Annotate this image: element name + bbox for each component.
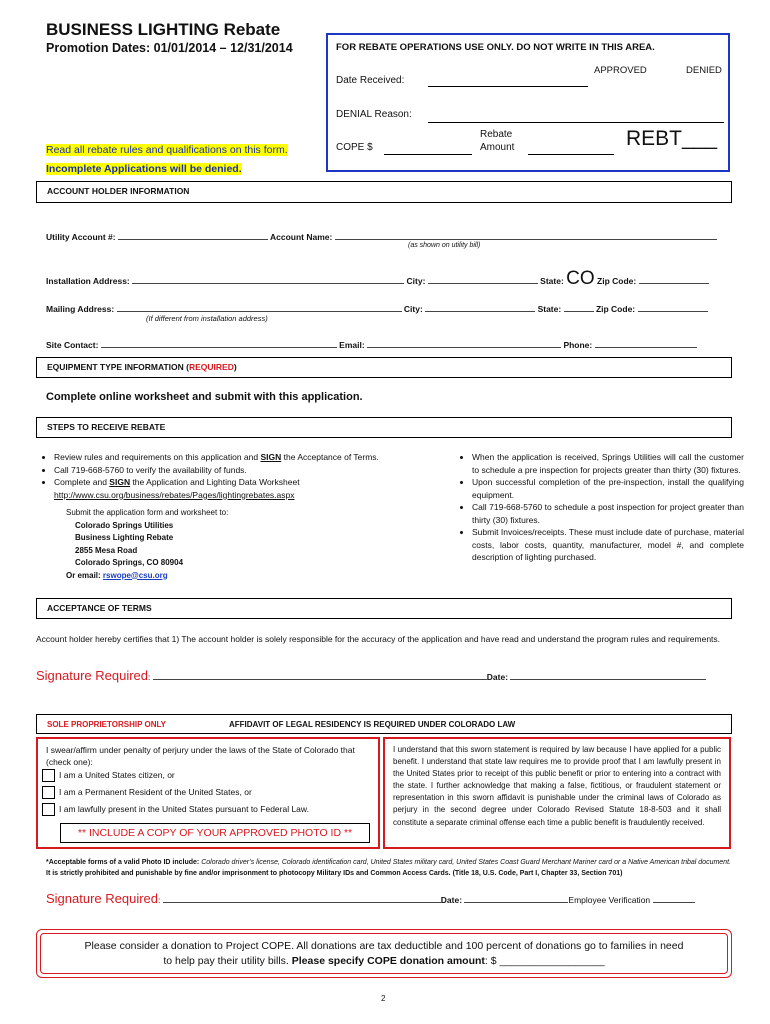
approved-label: APPROVED bbox=[594, 65, 647, 76]
notice-line-1: Read all rebate rules and qualifications on this form. bbox=[46, 144, 288, 156]
sole-proprietorship-label: SOLE PROPRIETORSHIP ONLY bbox=[47, 720, 166, 729]
address-line-4: Colorado Springs, CO 80904 bbox=[75, 558, 184, 567]
resident-label: I am a Permanent Resident of the United States, or bbox=[59, 786, 252, 797]
citizen-checkbox[interactable] bbox=[42, 769, 55, 782]
promotion-dates: Promotion Dates: 01/01/2014 – 12/31/2014 bbox=[46, 41, 293, 55]
form-title: BUSINESS LIGHTING Rebate bbox=[46, 20, 281, 39]
sign-emphasis: SIGN bbox=[260, 452, 282, 462]
step-review bbox=[54, 451, 440, 464]
amount-label: Amount bbox=[480, 142, 515, 153]
page-number: 2 bbox=[381, 994, 386, 1003]
lighting-rebates-link[interactable]: http://www.csu.org/business/rebates/Pages/lightingrebates.aspx bbox=[54, 489, 295, 500]
denial-reason-line[interactable] bbox=[428, 122, 724, 123]
date-received-line[interactable] bbox=[428, 86, 588, 87]
citizen-label: I am a United States citizen, or bbox=[59, 769, 175, 780]
donation-amount-field[interactable]: : $ __________________ bbox=[484, 955, 605, 967]
resident-checkbox[interactable] bbox=[42, 786, 55, 799]
donation-line-1: Please consider a donation to Project COPE. All donations are tax deductible and 100 percent of donations go to families in need bbox=[84, 940, 684, 952]
affidavit-left-box bbox=[36, 737, 380, 849]
date-label: Date bbox=[486, 672, 506, 682]
email-link[interactable]: rswope@csu.org bbox=[102, 570, 168, 580]
state-value: CO bbox=[566, 268, 595, 289]
step-complete-end: the Application and Lighting Data Worksheet bbox=[130, 477, 300, 487]
required-label: REQUIRED bbox=[188, 362, 234, 372]
affidavit-heading: AFFIDAVIT OF LEGAL RESIDENCY IS REQUIRED UNDER COLORADO LAW bbox=[229, 720, 516, 729]
affidavit-signature-row: Signature Required: Date: Employee Verification bbox=[46, 891, 736, 906]
email-line bbox=[66, 570, 440, 583]
signature-required-label: Signature Required bbox=[36, 668, 149, 683]
affidavit-date-field[interactable] bbox=[464, 893, 568, 903]
installation-row: Installation Address: City: State: CO Zip Code: bbox=[46, 268, 736, 290]
rebate-label: Rebate bbox=[480, 129, 513, 140]
account-name-field[interactable] bbox=[335, 230, 717, 240]
mailing-city-field[interactable] bbox=[425, 302, 535, 312]
step-install: • Upon successful completion of the pre-inspection, install the qualifying equipment. bbox=[472, 476, 744, 501]
steps-left bbox=[40, 451, 440, 582]
cope-label: COPE $ bbox=[336, 142, 373, 153]
denied-label: DENIED bbox=[686, 65, 722, 76]
donation-text bbox=[37, 939, 731, 969]
utility-account-field[interactable] bbox=[118, 230, 268, 240]
city-label: City bbox=[406, 276, 423, 286]
notice-line-2: Incomplete Applications will be denied. bbox=[46, 163, 242, 175]
mailing-state-label: State bbox=[537, 304, 559, 314]
date-field[interactable] bbox=[510, 670, 706, 680]
acceptance-text: Account holder hereby certifies that 1) The account holder is solely responsible for the accuracy of the application and have read and understand the program rules and requirements. bbox=[36, 634, 721, 644]
mailing-address-field[interactable] bbox=[117, 302, 402, 312]
step-review-text: Review rules and requirements on this application and bbox=[54, 452, 261, 462]
donation-line-2-text: to help pay their utility bills. bbox=[163, 955, 292, 967]
notice bbox=[46, 140, 288, 177]
date-received-label: Date Received: bbox=[336, 75, 405, 86]
include-photo-id-box bbox=[60, 823, 370, 843]
affidavit-heading-row bbox=[36, 714, 732, 734]
site-contact-row: Site Contact: Email: Phone: bbox=[46, 338, 736, 350]
address-line-1: Colorado Springs Utilities bbox=[75, 520, 174, 530]
steps-heading: STEPS TO RECEIVE REBATE bbox=[36, 417, 732, 438]
email-field[interactable] bbox=[367, 338, 561, 348]
include-photo-id-text: ** INCLUDE A COPY OF YOUR APPROVED PHOTO ID ** bbox=[77, 827, 353, 839]
sign-emphasis-2: SIGN bbox=[109, 477, 131, 487]
submit-line: Submit the application form and worksheet to: bbox=[66, 508, 229, 517]
complete-online-text: Complete online worksheet and submit with this application. bbox=[46, 391, 363, 403]
or-email-label: Or email: bbox=[66, 570, 101, 580]
mailing-state-field[interactable] bbox=[564, 302, 594, 312]
mailing-zip-field[interactable] bbox=[638, 302, 708, 312]
equipment-heading-close: ) bbox=[233, 362, 237, 372]
swear-text: I swear/affirm under penalty of perjury under the laws of the State of Colorado that (check one): bbox=[46, 745, 355, 767]
account-name-label: Account Name bbox=[270, 232, 330, 242]
mailing-city-label: City bbox=[403, 304, 420, 314]
affidavit-date-label: Date: bbox=[440, 895, 463, 905]
acceptable-id-bold: *Acceptable forms of a valid Photo ID include: bbox=[46, 859, 200, 866]
phone-field[interactable] bbox=[595, 338, 697, 348]
affidavit-right-box: I understand that this sworn statement is required by law because I have applied for a public benefit. I understand that state law requires me to provide proof that I am lawfully present in the United States prior to receipt of this public benefit or prior to entering into a contract with the state. I further acknowledge that making a false, fictitious, or fraudulent statement or representation in this sworn affidavit is punishable under the criminal laws of Colorado as perjury in the second degree under Colorado Revised Statute 18-8-503 and it shall constitute a separate criminal offense each time a public benefit is fraudulently received. bbox=[383, 737, 731, 849]
lawful-checkbox[interactable] bbox=[42, 803, 55, 816]
step-invoices: • Submit Invoices/receipts. These must include date of purchase, material costs, labor costs, quantity, manufacturer, model #, and complete description of lighting purchased. bbox=[472, 526, 744, 564]
acceptable-id-list: Colorado driver’s license, Colorado identification card, United States military card, United States Coast Guard Merchant Mariner card or a Native American tribal document. bbox=[199, 859, 731, 866]
utility-account-label: Utility Account #: bbox=[46, 232, 116, 242]
zip-field[interactable] bbox=[639, 274, 709, 284]
step-post-inspection: • Call 719-668-5760 to schedule a post inspection for project greater than thirty (30) fixtures. bbox=[472, 501, 744, 526]
city-field[interactable] bbox=[428, 274, 538, 284]
zip-label: Zip Code bbox=[597, 276, 634, 286]
step-review-end: the Acceptance of Terms. bbox=[281, 452, 379, 462]
equipment-heading bbox=[36, 357, 732, 378]
site-contact-label: Site Contact: bbox=[46, 340, 99, 350]
mailing-zip-label: Zip Code bbox=[595, 304, 633, 314]
account-holder-heading: ACCOUNT HOLDER INFORMATION bbox=[36, 181, 732, 203]
option-resident bbox=[42, 786, 252, 799]
step-complete bbox=[54, 476, 440, 501]
as-shown-note: (as shown on utility bill) bbox=[408, 242, 481, 249]
affidavit-signature-field[interactable] bbox=[163, 893, 441, 903]
option-citizen bbox=[42, 769, 175, 782]
step-complete-text: Complete and bbox=[54, 477, 110, 487]
donation-outer-box bbox=[36, 929, 732, 978]
employee-verification-field[interactable] bbox=[653, 893, 695, 903]
address-line-2: Business Lighting Rebate bbox=[75, 533, 174, 542]
installation-address-label: Installation Address: bbox=[46, 276, 130, 286]
submit-block bbox=[66, 507, 440, 582]
mailing-address-label: Mailing Address: bbox=[46, 304, 115, 314]
denial-reason-label: DENIAL Reason: bbox=[336, 109, 412, 120]
installation-address-field[interactable] bbox=[132, 274, 404, 284]
acceptable-id-note bbox=[46, 857, 736, 879]
step-received: • When the application is received, Springs Utilities will call the customer to schedule a pre inspection for projects greater than thirty (30) fixtures. bbox=[472, 451, 744, 476]
acceptance-signature-row: Signature Required: Date: bbox=[36, 668, 736, 683]
address-line-3: 2855 Mesa Road bbox=[75, 545, 138, 555]
mailing-row: Mailing Address: City: State: Zip Code: bbox=[46, 302, 736, 314]
mailing-address-block bbox=[75, 520, 440, 570]
option-lawful bbox=[42, 803, 309, 816]
acceptable-id-warning: It is strictly prohibited and punishable by fine and/or imprisonment to photocopy Military IDs and Common Access Cards. (Title 18, U.S. Code, Part I, Chapter 33, Section 701) bbox=[46, 870, 623, 877]
equipment-heading-text: EQUIPMENT TYPE INFORMATION ( bbox=[47, 362, 189, 372]
phone-label: Phone bbox=[563, 340, 590, 350]
rebate-amount-line[interactable] bbox=[528, 154, 614, 155]
utility-account-row: Utility Account #: Account Name: bbox=[46, 230, 726, 242]
acceptance-heading: ACCEPTANCE OF TERMS bbox=[36, 598, 732, 619]
employee-verification-label: Employee Verification bbox=[568, 895, 651, 905]
steps-right bbox=[458, 451, 744, 564]
ops-heading: FOR REBATE OPERATIONS USE ONLY. DO NOT WRITE IN THIS AREA. bbox=[336, 42, 655, 53]
lawful-label: I am lawfully present in the United States pursuant to Federal Law. bbox=[59, 803, 309, 814]
state-label: State bbox=[540, 276, 561, 286]
rebate-operations-box bbox=[326, 33, 730, 172]
affidavit-signature-label: Signature Required bbox=[46, 891, 159, 906]
if-different-note: (If different from installation address) bbox=[146, 314, 268, 323]
donation-line-2 bbox=[37, 954, 731, 969]
email-label: Email bbox=[339, 340, 362, 350]
rebt-code: REBT___ bbox=[626, 127, 718, 150]
cope-line[interactable] bbox=[384, 154, 472, 155]
signature-field[interactable] bbox=[153, 670, 487, 680]
step-call: • Call 719-668-5760 to verify the availability of funds. bbox=[54, 464, 440, 477]
site-contact-field[interactable] bbox=[101, 338, 337, 348]
donation-amount-label: Please specify COPE donation amount bbox=[291, 955, 485, 967]
